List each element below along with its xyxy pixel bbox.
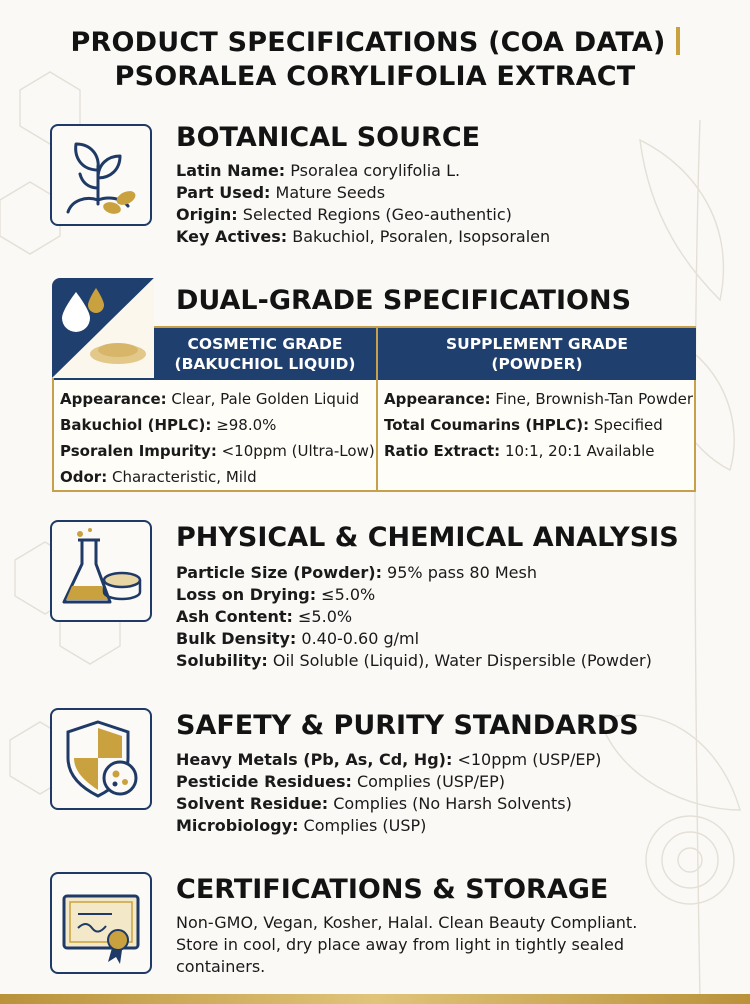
key-actives-row: Key Actives: Bakuchiol, Psoralen, Isopsoralen — [176, 227, 551, 246]
solubility-row: Solubility: Oil Soluble (Liquid), Water Dispersible (Powder) — [176, 651, 652, 670]
pesticide-residues-row: Pesticide Residues: Complies (USP/EP) — [176, 772, 505, 791]
physical-chemical-title: PHYSICAL & CHEMICAL ANALYSIS — [176, 522, 679, 553]
physical-chemical-list — [176, 562, 652, 672]
bulk-density-row: Bulk Density: 0.40-0.60 g/ml — [176, 629, 420, 648]
microbiology-row: Microbiology: Complies (USP) — [176, 816, 427, 835]
supplement-appearance-row: Appearance: Fine, Brownish-Tan Powder — [384, 390, 694, 408]
cosmetic-grade-header: COSMETIC GRADE (BAKUCHIOL LIQUID) — [54, 328, 376, 380]
flask-sieve-icon — [50, 520, 152, 622]
page-title — [0, 26, 750, 94]
part-used-row: Part Used: Mature Seeds — [176, 183, 386, 202]
total-coumarins-row: Total Coumarins (HPLC): Specified — [384, 416, 663, 434]
certifications-storage-text — [176, 912, 637, 978]
title-line-1: PRODUCT SPECIFICATIONS (COA DATA) — [0, 26, 750, 60]
title-line-2: PSORALEA CORYLIFOLIA EXTRACT — [114, 61, 636, 92]
ratio-extract-row: Ratio Extract: 10:1, 20:1 Available — [384, 442, 655, 460]
supplement-grade-header: SUPPLEMENT GRADE (POWDER) — [378, 328, 696, 380]
seedling-seeds-icon — [50, 124, 152, 226]
psoralen-impurity-row: Psoralen Impurity: <10ppm (Ultra-Low) — [60, 442, 375, 460]
certifications-storage-title: CERTIFICATIONS & STORAGE — [176, 874, 609, 905]
origin-row: Origin: Selected Regions (Geo-authentic) — [176, 205, 512, 224]
botanical-source-title: BOTANICAL SOURCE — [176, 122, 481, 153]
bakuchiol-hplc-row: Bakuchiol (HPLC): ≥98.0% — [60, 416, 277, 434]
solvent-residue-row: Solvent Residue: Complies (No Harsh Solvents) — [176, 794, 572, 813]
safety-purity-title: SAFETY & PURITY STANDARDS — [176, 710, 639, 741]
latin-name-row: Latin Name: Psoralea corylifolia L. — [176, 161, 461, 180]
supplement-grade-specs — [378, 380, 696, 464]
shield-microbe-icon — [50, 708, 152, 810]
dual-grade-title: DUAL-GRADE SPECIFICATIONS — [176, 285, 632, 316]
cosmetic-appearance-row: Appearance: Clear, Pale Golden Liquid — [60, 390, 360, 408]
certificate-icon — [50, 872, 152, 974]
particle-size-row: Particle Size (Powder): 95% pass 80 Mesh — [176, 563, 537, 582]
botanical-source-list — [176, 160, 550, 248]
oil-drops-powder-icon — [52, 278, 154, 378]
title-accent-bar — [676, 27, 680, 55]
certifications-line-2: Store in cool, dry place away from light in tightly sealed — [176, 935, 624, 954]
supplement-grade-column — [378, 328, 696, 490]
certifications-line-1: Non-GMO, Vegan, Kosher, Halal. Clean Beauty Compliant. — [176, 913, 638, 932]
loss-on-drying-row: Loss on Drying: ≤5.0% — [176, 585, 376, 604]
safety-purity-list — [176, 749, 601, 837]
bottom-gold-bar — [0, 994, 750, 1004]
cosmetic-grade-specs — [54, 380, 376, 490]
heavy-metals-row: Heavy Metals (Pb, As, Cd, Hg): <10ppm (USP/EP) — [176, 750, 602, 769]
ash-content-row: Ash Content: ≤5.0% — [176, 607, 353, 626]
certifications-line-3: containers. — [176, 957, 266, 976]
odor-row: Odor: Characteristic, Mild — [60, 468, 257, 486]
